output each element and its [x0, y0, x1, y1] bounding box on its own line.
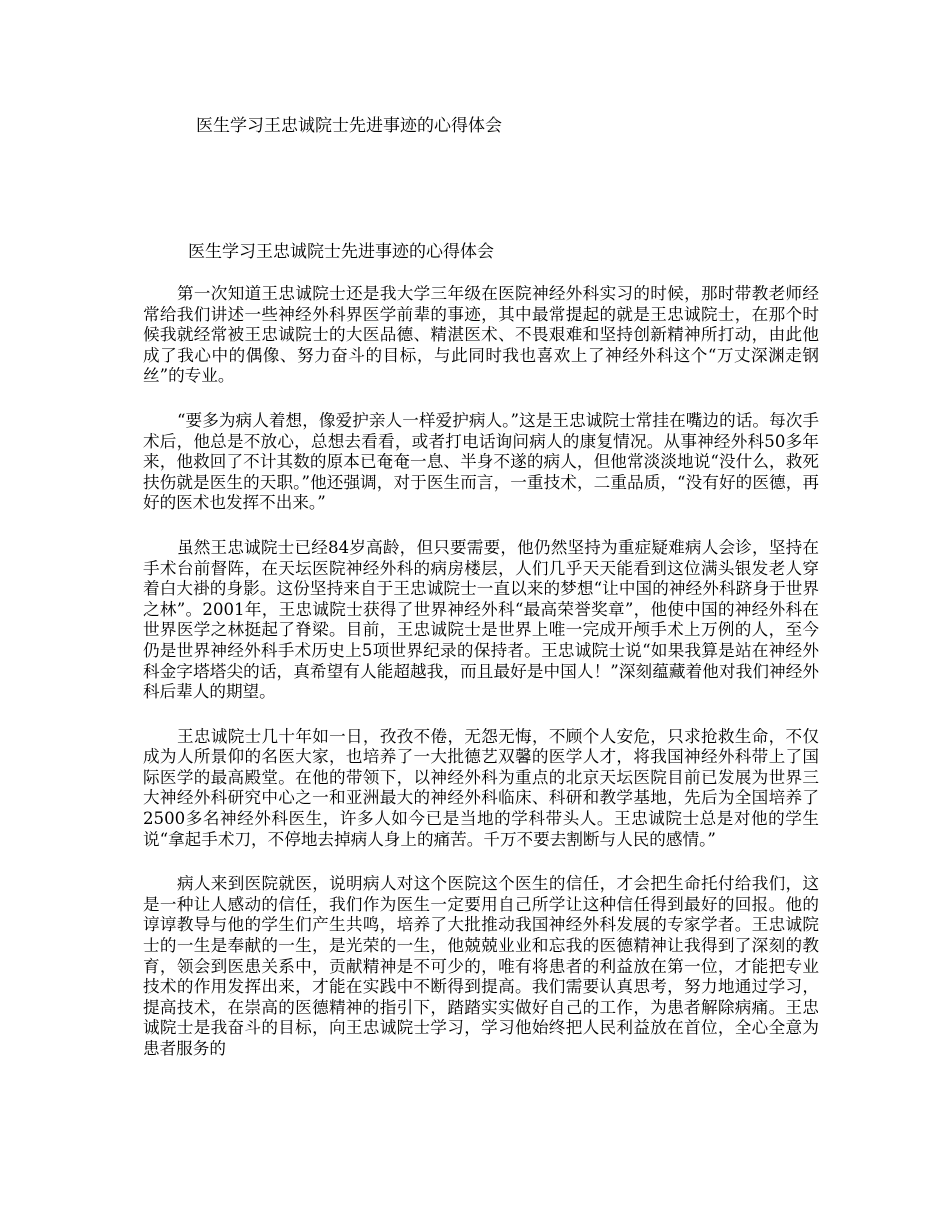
paragraph: “要多为病人着想，像爱护亲人一样爱护病人。”这是王忠诚院士常挂在嘴边的话。每次手术后，他总是不放心，总想去看看，或者打电话询问病人的康复情况。从事神经外科50多年来，他救回了不计其数的原本已奄奄一息、半身不遂的病人，但他常淡淡地说“没什么，救死扶伤就是医生的天职。”他还强调，对于医生而言，一重技术，二重品质，“没有好的医德，再好的医术也发挥不出来。” [143, 410, 819, 513]
page-title: 医生学习王忠诚院士先进事迹的心得体会 [188, 242, 494, 262]
paragraph: 第一次知道王忠诚院士还是我大学三年级在医院神经外科实习的时候，那时带教老师经常给我们讲述一些神经外科界医学前辈的事迹，其中最常提起的就是王忠诚院士，在那个时候我就经常被王忠诚院士的大医品德、精湛医术、不畏艰难和坚持创新精神所打动，由此他成了我心中的偶像、努力奋斗的目标，与此同时我也喜欢上了神经外科这个“万丈深渊走钢丝”的专业。 [143, 284, 819, 386]
article-body [143, 284, 819, 1060]
header-title: 医生学习王忠诚院士先进事迹的心得体会 [196, 116, 502, 136]
paragraph: 王忠诚院士几十年如一日，孜孜不倦，无怨无悔，不顾个人安危，只求抢救生命，不仅成为人所景仰的名医大家，也培养了一大批德艺双馨的医学人才，将我国神经外科带上了国际医学的最高殿堂。在他的带领下，以神经外科为重点的北京天坛医院目前已发展为世界三大神经外科研究中心之一和亚洲最大的神经外科临床、科研和教学基地，先后为全国培养了2500多名神经外科医生，许多人如今已是当地的学科带头人。王忠诚院士总是对他的学生说“拿起手术刀，不停地去掉病人身上的痛苦。千万不要去割断与人民的感情。” [143, 726, 819, 849]
paragraph: 虽然王忠诚院士已经84岁高龄，但只要需要，他仍然坚持为重症疑难病人会诊，坚持在手术台前督阵，在天坛医院神经外科的病房楼层，人们几乎天天能看到这位满头银发老人穿着白大褂的身影。这份坚持来自于王忠诚院士一直以来的梦想“让中国的神经外科跻身于世界之林”。2001年，王忠诚院士获得了世界神经外科“最高荣誉奖章”，他使中国的神经外科在世界医学之林挺起了脊梁。目前，王忠诚院士是世界上唯一完成开颅手术上万例的人，至今仍是世界神经外科手术历史上5项世界纪录的保持者。王忠诚院士说“如果我算是站在神经外科金字塔塔尖的话，真希望有人能超越我，而且最好是中国人！”深刻蕴藏着他对我们神经外科后辈人的期望。 [143, 537, 819, 702]
paragraph: 病人来到医院就医，说明病人对这个医院这个医生的信任，才会把生命托付给我们，这是一种让人感动的信任，我们作为医生一定要用自己所学让这种信任得到最好的回报。他的谆谆教导与他的学生们产生共鸣，培养了大批推动我国神经外科发展的专家学者。王忠诚院士的一生是奉献的一生，是光荣的一生，他兢兢业业和忘我的医德精神让我得到了深刻的教育，领会到医患关系中，贡献精神是不可少的，唯有将患者的利益放在第一位，才能把专业技术的作用发挥出来，才能在实践中不断得到提高。我们需要认真思考，努力地通过学习，提高技术，在崇高的医德精神的指引下，踏踏实实做好自己的工作，为患者解除病痛。王忠诚院士是我奋斗的目标，向王忠诚院士学习，学习他始终把人民利益放在首位，全心全意为患者服务的 [143, 874, 819, 1058]
